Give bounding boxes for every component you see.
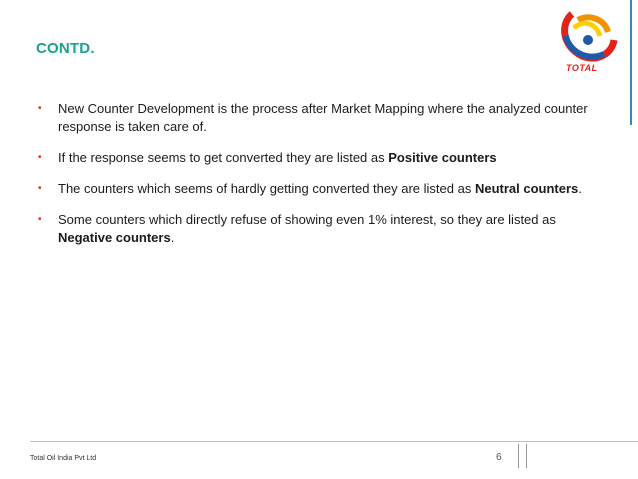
bullet-dot-icon: • [38, 183, 42, 194]
bullet-text: . [170, 230, 175, 245]
bullet-bold-text: Negative counters [58, 230, 171, 245]
bullet-item [38, 211, 608, 247]
bullet-dot-icon: • [38, 103, 42, 114]
bullet-dot-icon: • [38, 152, 42, 163]
page-number: 6 [496, 452, 502, 463]
accent-rule [630, 0, 632, 125]
bullet-text: New Counter Development is the process after Market Mapping where the analyzed counter response is taken care of. [58, 101, 588, 134]
bullet-dot-icon: • [38, 214, 42, 225]
bullet-text: The counters which seems of hardly getting converted they are listed as [58, 181, 475, 196]
footer-separator [526, 444, 527, 468]
bullet-text: If the response seems to get converted they are listed as [58, 150, 389, 165]
bullet-text: Some counters which directly refuse of showing even 1% interest, so they are listed as [58, 212, 556, 227]
bullet-item [38, 100, 608, 136]
slide-title: CONTD. [36, 40, 95, 57]
logo-text: TOTAL [566, 63, 598, 73]
footer-company: Total Oil India Pvt Ltd [30, 455, 97, 462]
bullet-bold-text: Positive counters [388, 150, 497, 165]
footer-separator [518, 444, 519, 468]
bullet-bold-text: Neutral counters [474, 181, 579, 196]
bullet-item [38, 180, 608, 198]
bullet-text: . [578, 181, 582, 196]
bullet-list [38, 100, 608, 260]
footer-divider [30, 441, 638, 442]
bullet-item [38, 149, 608, 167]
